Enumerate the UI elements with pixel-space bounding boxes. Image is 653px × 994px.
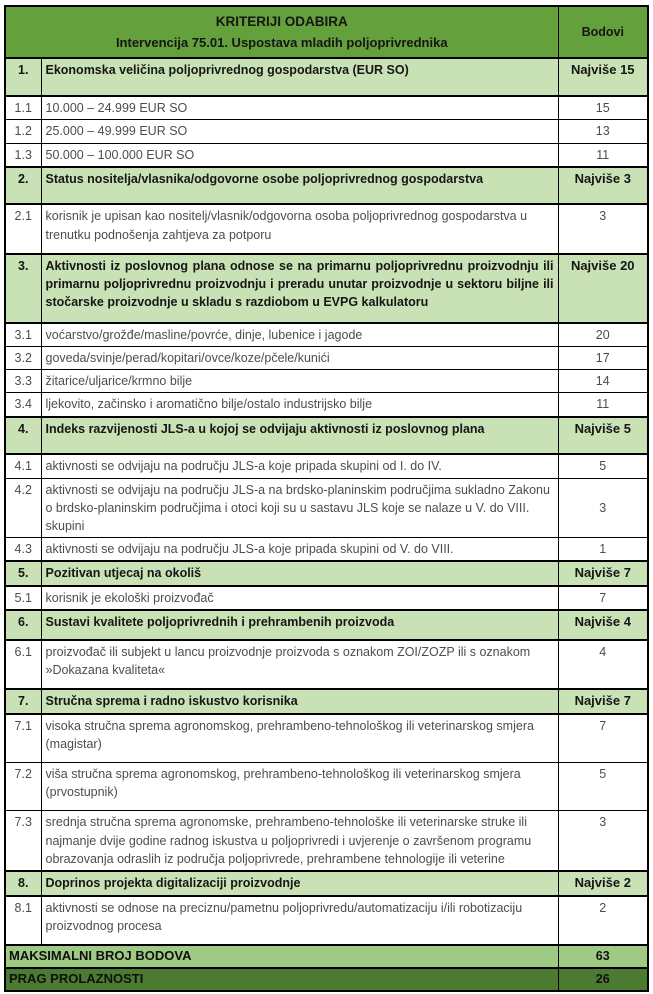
- row-num: 4.1: [5, 454, 41, 478]
- selection-criteria-table: [4, 5, 649, 992]
- row-points: 20: [558, 323, 648, 347]
- row-num: 3.4: [5, 393, 41, 417]
- row-num: 3.1: [5, 323, 41, 347]
- row-num: 4.2: [5, 478, 41, 537]
- row-desc: goveda/svinje/perad/kopitari/ovce/koze/pčele/kunići: [41, 347, 558, 370]
- criteria-section-row: [5, 254, 648, 323]
- criteria-item-row: [5, 811, 648, 871]
- table-title-cell: [5, 6, 558, 58]
- row-points: 11: [558, 143, 648, 167]
- row-points: Najviše 5: [558, 417, 648, 455]
- row-num: 7.2: [5, 763, 41, 811]
- criteria-item-row: [5, 896, 648, 945]
- criteria-section-row: [5, 871, 648, 896]
- row-num: 1.3: [5, 143, 41, 167]
- row-num: 7.3: [5, 811, 41, 871]
- row-desc: 25.000 – 49.999 EUR SO: [41, 120, 558, 143]
- row-desc: 50.000 – 100.000 EUR SO: [41, 143, 558, 167]
- row-num: 1.1: [5, 96, 41, 120]
- row-desc: aktivnosti se odvijaju na području JLS-a koje pripada skupini od V. do VIII.: [41, 537, 558, 561]
- criteria-item-row: [5, 143, 648, 167]
- row-desc: Indeks razvijenosti JLS-a u kojoj se odvijaju aktivnosti iz poslovnog plana: [41, 417, 558, 455]
- row-num: 7.1: [5, 714, 41, 763]
- row-points: 11: [558, 393, 648, 417]
- row-desc: Pozitivan utjecaj na okoliš: [41, 561, 558, 586]
- row-num: 6.1: [5, 640, 41, 689]
- criteria-item-row: [5, 537, 648, 561]
- row-desc: korisnik je upisan kao nositelj/vlasnik/odgovorna osoba poljoprivrednog gospodarstva u trenutku podnošenja zahtjeva za potporu: [41, 204, 558, 253]
- row-label: MAKSIMALNI BROJ BODOVA: [5, 945, 558, 968]
- row-num: 2.: [5, 167, 41, 205]
- criteria-section-row: [5, 417, 648, 455]
- row-num: 4.3: [5, 537, 41, 561]
- row-desc: Doprinos projekta digitalizaciji proizvodnje: [41, 871, 558, 896]
- criteria-item-row: [5, 454, 648, 478]
- row-num: 1.2: [5, 120, 41, 143]
- row-points: 3: [558, 478, 648, 537]
- row-num: 8.: [5, 871, 41, 896]
- row-desc: proizvođač ili subjekt u lancu proizvodnje proizvoda s oznakom ZOI/ZOZP ili s oznakom »Dokazana kvaliteta«: [41, 640, 558, 689]
- row-label: PRAG PROLAZNOSTI: [5, 968, 558, 991]
- row-desc: aktivnosti se odvijaju na području JLS-a na brdsko-planinskim područjima sukladno Zakonu o brdsko-planinskim područjima i otoci koji su u sastavu JLS koje se nalaze u V. do VIII. skupini: [41, 478, 558, 537]
- row-points: Najviše 3: [558, 167, 648, 205]
- row-points: 7: [558, 586, 648, 610]
- criteria-item-row: [5, 347, 648, 370]
- row-desc: viša stručna sprema agronomskog, prehrambeno-tehnološkog ili veterinarskog smjera (prvostupnik): [41, 763, 558, 811]
- row-points: 5: [558, 454, 648, 478]
- row-points: Najviše 7: [558, 689, 648, 714]
- row-num: 1.: [5, 58, 41, 96]
- table-header-row: [5, 6, 648, 58]
- criteria-item-row: [5, 478, 648, 537]
- table-title: KRITERIJI ODABIRA: [215, 14, 348, 29]
- row-desc: voćarstvo/grožđe/masline/povrće, dinje, lubenice i jagode: [41, 323, 558, 347]
- row-num: 2.1: [5, 204, 41, 253]
- row-points: 26: [558, 968, 648, 991]
- criteria-section-row: [5, 689, 648, 714]
- row-points: 2: [558, 896, 648, 945]
- row-desc: Sustavi kvalitete poljoprivrednih i prehrambenih proizvoda: [41, 610, 558, 640]
- criteria-section-row: [5, 167, 648, 205]
- row-num: 6.: [5, 610, 41, 640]
- row-points: Najviše 2: [558, 871, 648, 896]
- row-points: 7: [558, 714, 648, 763]
- row-num: 5.1: [5, 586, 41, 610]
- criteria-item-row: [5, 96, 648, 120]
- points-column-header: Bodovi: [558, 6, 648, 58]
- row-points: 3: [558, 204, 648, 253]
- criteria-item-row: [5, 586, 648, 610]
- row-desc: visoka stručna sprema agronomskog, prehrambeno-tehnološkog ili veterinarskog smjera (magistar): [41, 714, 558, 763]
- row-desc: žitarice/uljarice/krmno bilje: [41, 370, 558, 393]
- row-desc: Ekonomska veličina poljoprivrednog gospodarstva (EUR SO): [41, 58, 558, 96]
- row-points: Najviše 4: [558, 610, 648, 640]
- criteria-section-row: [5, 561, 648, 586]
- row-points: 4: [558, 640, 648, 689]
- row-points: Najviše 20: [558, 254, 648, 323]
- criteria-item-row: [5, 714, 648, 763]
- criteria-item-row: [5, 204, 648, 253]
- criteria-section-row: [5, 58, 648, 96]
- row-num: 3.3: [5, 370, 41, 393]
- row-desc: Aktivnosti iz poslovnog plana odnose se na primarnu poljoprivrednu proizvodnju ili primarnu poljoprivrednu proizvodnju i preradu unutar proizvodnje u sektoru biljne ili stočarske proizvodnje u skladu s razdiobom u EVPG kalkulatoru: [41, 254, 558, 323]
- criteria-item-row: [5, 640, 648, 689]
- criteria-item-row: [5, 393, 648, 417]
- table-subtitle: Intervencija 75.01. Uspostava mladih poljoprivrednika: [115, 34, 448, 50]
- summary-row: [5, 968, 648, 991]
- row-points: 14: [558, 370, 648, 393]
- row-desc: 10.000 – 24.999 EUR SO: [41, 96, 558, 120]
- row-points: 13: [558, 120, 648, 143]
- row-points: Najviše 7: [558, 561, 648, 586]
- row-points: 3: [558, 811, 648, 871]
- summary-row: [5, 945, 648, 968]
- criteria-item-row: [5, 323, 648, 347]
- criteria-item-row: [5, 120, 648, 143]
- row-points: 63: [558, 945, 648, 968]
- criteria-section-row: [5, 610, 648, 640]
- row-points: 15: [558, 96, 648, 120]
- row-points: 5: [558, 763, 648, 811]
- row-points: 17: [558, 347, 648, 370]
- row-num: 8.1: [5, 896, 41, 945]
- row-desc: Stručna sprema i radno iskustvo korisnika: [41, 689, 558, 714]
- criteria-item-row: [5, 370, 648, 393]
- row-num: 4.: [5, 417, 41, 455]
- row-num: 3.: [5, 254, 41, 323]
- row-desc: aktivnosti se odvijaju na području JLS-a koje pripada skupini od I. do IV.: [41, 454, 558, 478]
- criteria-item-row: [5, 763, 648, 811]
- row-num: 3.2: [5, 347, 41, 370]
- row-num: 5.: [5, 561, 41, 586]
- row-desc: srednja stručna sprema agronomske, prehrambeno-tehnološke ili veterinarske struke ili najmanje dvije godine radnog iskustva u poljoprivredi i uvjerenje o završenom programu obrazovanja odraslih iz područja poljoprivrede, prehrambene tehnologije ili veterine: [41, 811, 558, 871]
- row-desc: ljekovito, začinsko i aromatično bilje/ostalo industrijsko bilje: [41, 393, 558, 417]
- row-num: 7.: [5, 689, 41, 714]
- row-desc: aktivnosti se odnose na preciznu/pametnu poljoprivredu/automatizaciju i/ili robotizaciju proizvodnog procesa: [41, 896, 558, 945]
- row-desc: korisnik je ekološki proizvođač: [41, 586, 558, 610]
- row-desc: Status nositelja/vlasnika/odgovorne osobe poljoprivrednog gospodarstva: [41, 167, 558, 205]
- row-points: Najviše 15: [558, 58, 648, 96]
- row-points: 1: [558, 537, 648, 561]
